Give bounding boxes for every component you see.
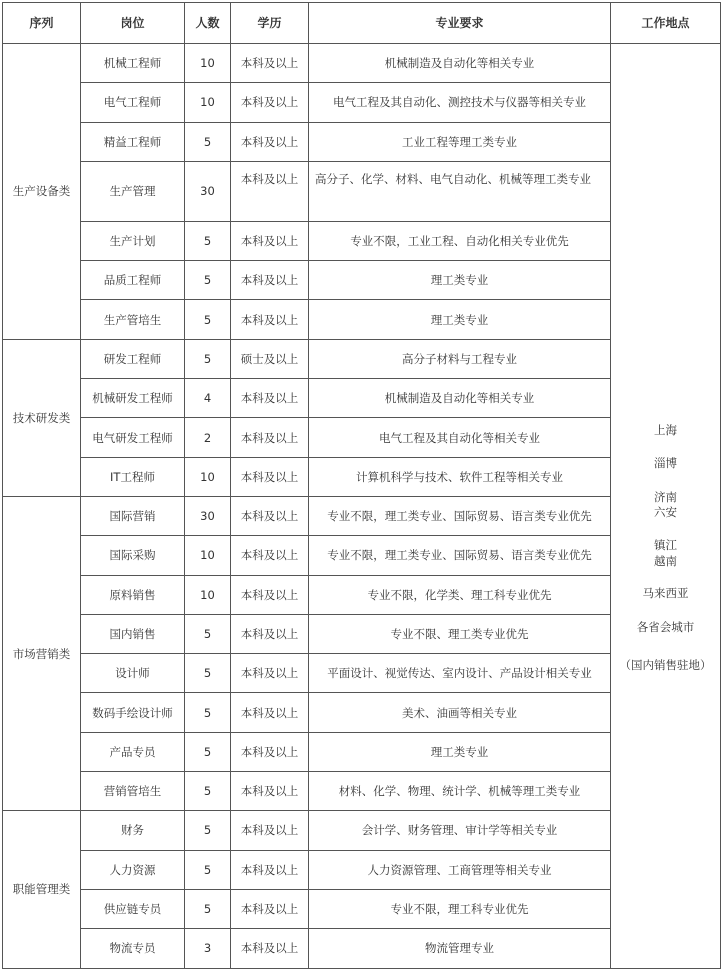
category-cell: 技术研发类 [3, 339, 81, 496]
education-cell: 硕士及以上 [231, 339, 309, 378]
count-cell: 5 [185, 693, 231, 732]
requirement-cell: 计算机科学与技术、软件工程等相关专业 [309, 457, 611, 496]
location-cell [611, 44, 721, 969]
requirement-cell: 物流管理专业 [309, 929, 611, 968]
location-item: （国内销售驻地） [619, 658, 712, 673]
education-cell: 本科及以上 [231, 379, 309, 418]
requirement-cell: 专业不限，化学类、理工科专业优先 [309, 575, 611, 614]
requirement-cell: 专业不限，理工科专业优先 [309, 889, 611, 928]
requirement-cell: 人力资源管理、工商管理等相关专业 [309, 850, 611, 889]
header-count: 人数 [185, 3, 231, 44]
count-cell: 5 [185, 261, 231, 300]
requirement-cell: 高分子材料与工程专业 [309, 339, 611, 378]
education-cell: 本科及以上 [231, 654, 309, 693]
requirement-cell: 高分子、化学、材料、电气自动化、机械等理工类专业 [309, 161, 611, 221]
requirement-cell: 平面设计、视觉传达、室内设计、产品设计相关专业 [309, 654, 611, 693]
position-cell: IT工程师 [81, 457, 185, 496]
education-cell: 本科及以上 [231, 300, 309, 339]
position-cell: 生产计划 [81, 221, 185, 260]
position-cell: 研发工程师 [81, 339, 185, 378]
education-cell: 本科及以上 [231, 161, 309, 221]
count-cell: 4 [185, 379, 231, 418]
count-cell: 2 [185, 418, 231, 457]
position-cell: 数码手绘设计师 [81, 693, 185, 732]
education-cell: 本科及以上 [231, 122, 309, 161]
position-cell: 机械工程师 [81, 44, 185, 83]
count-cell: 30 [185, 161, 231, 221]
position-cell: 财务 [81, 811, 185, 850]
position-cell: 供应链专员 [81, 889, 185, 928]
category-cell: 生产设备类 [3, 44, 81, 340]
count-cell: 5 [185, 614, 231, 653]
header-category: 序列 [3, 3, 81, 44]
count-cell: 10 [185, 536, 231, 575]
requirement-cell: 电气工程及其自动化等相关专业 [309, 418, 611, 457]
count-cell: 10 [185, 44, 231, 83]
requirement-cell: 理工类专业 [309, 261, 611, 300]
education-cell: 本科及以上 [231, 614, 309, 653]
header-education: 学历 [231, 3, 309, 44]
count-cell: 10 [185, 457, 231, 496]
position-cell: 生产管培生 [81, 300, 185, 339]
position-cell: 品质工程师 [81, 261, 185, 300]
position-cell: 产品专员 [81, 732, 185, 771]
education-cell: 本科及以上 [231, 496, 309, 535]
requirement-cell: 专业不限、理工类专业优先 [309, 614, 611, 653]
recruitment-table [2, 2, 721, 969]
requirement-cell: 理工类专业 [309, 300, 611, 339]
count-cell: 10 [185, 575, 231, 614]
location-item: 六安 [654, 505, 677, 520]
count-cell: 10 [185, 83, 231, 122]
requirement-cell: 理工类专业 [309, 732, 611, 771]
location-item: 各省会城市 [636, 619, 695, 634]
location-item: 上海 [654, 423, 677, 437]
count-cell: 5 [185, 339, 231, 378]
requirement-cell: 会计学、财务管理、审计学等相关专业 [309, 811, 611, 850]
requirement-cell: 机械制造及自动化等相关专业 [309, 44, 611, 83]
location-item: 镇江 [654, 538, 677, 553]
requirement-cell: 工业工程等理工类专业 [309, 122, 611, 161]
education-cell: 本科及以上 [231, 732, 309, 771]
education-cell: 本科及以上 [231, 221, 309, 260]
requirement-cell: 美术、油画等相关专业 [309, 693, 611, 732]
category-cell: 职能管理类 [3, 811, 81, 968]
position-cell: 设计师 [81, 654, 185, 693]
requirement-cell: 专业不限，理工类专业、国际贸易、语言类专业优先 [309, 536, 611, 575]
count-cell: 5 [185, 221, 231, 260]
education-cell: 本科及以上 [231, 536, 309, 575]
education-cell: 本科及以上 [231, 457, 309, 496]
header-row [3, 3, 721, 44]
count-cell: 5 [185, 811, 231, 850]
requirement-cell: 专业不限，工业工程、自动化相关专业优先 [309, 221, 611, 260]
count-cell: 30 [185, 496, 231, 535]
education-cell: 本科及以上 [231, 811, 309, 850]
education-cell: 本科及以上 [231, 44, 309, 83]
header-requirement: 专业要求 [309, 3, 611, 44]
count-cell: 5 [185, 772, 231, 811]
location-item: 越南 [654, 553, 677, 568]
education-cell: 本科及以上 [231, 575, 309, 614]
education-cell: 本科及以上 [231, 261, 309, 300]
education-cell: 本科及以上 [231, 850, 309, 889]
position-cell: 生产管理 [81, 161, 185, 221]
position-cell: 精益工程师 [81, 122, 185, 161]
requirement-cell: 机械制造及自动化等相关专业 [309, 379, 611, 418]
table-row [3, 44, 721, 83]
count-cell: 5 [185, 122, 231, 161]
requirement-cell: 电气工程及其自动化、测控技术与仪器等相关专业 [309, 83, 611, 122]
count-cell: 5 [185, 654, 231, 693]
location-item: 马来西亚 [642, 585, 689, 600]
position-cell: 国际采购 [81, 536, 185, 575]
education-cell: 本科及以上 [231, 929, 309, 968]
position-cell: 国际营销 [81, 496, 185, 535]
location-item: 济南 [654, 489, 677, 504]
count-cell: 5 [185, 732, 231, 771]
header-position: 岗位 [81, 3, 185, 44]
education-cell: 本科及以上 [231, 772, 309, 811]
position-cell: 营销管培生 [81, 772, 185, 811]
education-cell: 本科及以上 [231, 83, 309, 122]
count-cell: 3 [185, 929, 231, 968]
education-cell: 本科及以上 [231, 418, 309, 457]
requirement-cell: 材料、化学、物理、统计学、机械等理工类专业 [309, 772, 611, 811]
count-cell: 5 [185, 889, 231, 928]
position-cell: 原料销售 [81, 575, 185, 614]
education-cell: 本科及以上 [231, 693, 309, 732]
position-cell: 物流专员 [81, 929, 185, 968]
requirement-cell: 专业不限，理工类专业、国际贸易、语言类专业优先 [309, 496, 611, 535]
count-cell: 5 [185, 850, 231, 889]
position-cell: 电气研发工程师 [81, 418, 185, 457]
education-cell: 本科及以上 [231, 889, 309, 928]
header-location: 工作地点 [611, 3, 721, 44]
count-cell: 5 [185, 300, 231, 339]
category-cell: 市场营销类 [3, 496, 81, 810]
position-cell: 国内销售 [81, 614, 185, 653]
location-item: 淄博 [654, 455, 677, 470]
position-cell: 机械研发工程师 [81, 379, 185, 418]
position-cell: 电气工程师 [81, 83, 185, 122]
position-cell: 人力资源 [81, 850, 185, 889]
